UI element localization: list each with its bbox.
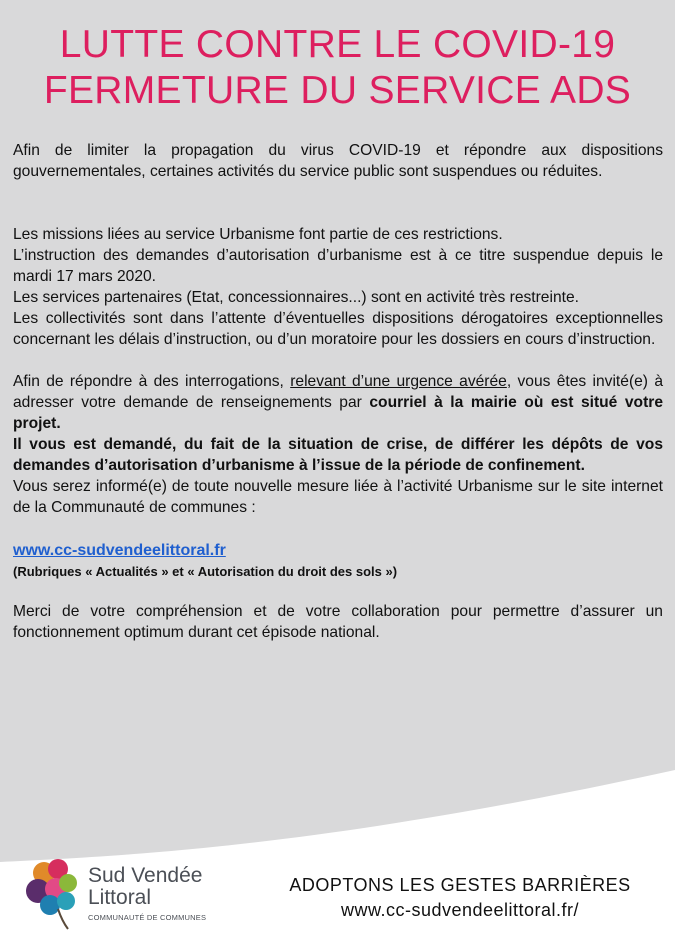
title-line-2: FERMETURE DU SERVICE ADS [43, 69, 632, 112]
rubriques-note: (Rubriques « Actualités » et « Autorisation du droit des sols ») [13, 564, 398, 579]
intro-paragraph: Afin de limiter la propagation du virus COVID-19 et répondre aux dispositions gouvernementales, certaines activités du service public sont suspendues ou réduites. [13, 142, 663, 180]
thanks-paragraph: Merci de votre compréhension et de votre collaboration pour permettre d’assurer un fonctionnement optimum durant cet épisode national. [13, 603, 663, 641]
restriction-paragraph-1: Les missions liées au service Urbanisme font partie de ces restrictions. [13, 226, 503, 243]
logo-name-line-2: Littoral [88, 886, 152, 909]
notice-body [13, 140, 663, 643]
title-line-1: LUTTE CONTRE LE COVID-19 [59, 23, 616, 66]
restriction-paragraph-3: Les services partenaires (Etat, concessionnaires...) sont en activité très restreinte. [13, 289, 579, 306]
footer-url[interactable]: www.cc-sudvendeelittoral.fr/ [340, 900, 580, 920]
slogan-text: ADOPTONS LES GESTES BARRIÈRES [289, 875, 631, 895]
urgency-underlined: relevant d’une urgence avérée [290, 373, 507, 390]
contact-text-2: , vous êtes invité(e) à adresser votre demande de renseignements par [13, 373, 663, 411]
restriction-paragraph-4: Les collectivités sont dans l’attente d’éventuelles dispositions dérogatoires exceptionnelles concernant les délais d’instruction, ou d’un moratoire pour les dossiers en cours d’instruction. [13, 310, 663, 348]
contact-text-1: Afin de répondre à des interrogations, [13, 373, 291, 390]
contact-bold: courriel à la mairie où est situé votre projet. [13, 394, 663, 432]
request-bold: Il vous est demandé, du fait de la situation de crise, de différer les dépôts de vos demandes d’autorisation d’urbanisme à l’issue de la période de confinement. [13, 436, 663, 474]
request-paragraph [13, 434, 663, 476]
logo-name-line-1: Sud Vendée [88, 864, 203, 887]
page-title [0, 22, 675, 114]
contact-paragraph [13, 371, 663, 434]
info-paragraph: Vous serez informé(e) de toute nouvelle mesure liée à l’activité Urbanisme sur le site internet de la Communauté de communes : [13, 478, 663, 516]
logo-subtitle: COMMUNAUTÉ DE COMMUNES [88, 913, 207, 922]
website-link[interactable]: www.cc-sudvendeelittoral.fr [13, 542, 226, 559]
restriction-paragraph-2: L’instruction des demandes d’autorisation d’urbanisme est à ce titre suspendue depuis le mardi 17 mars 2020. [13, 247, 663, 285]
footer-slogan-block [280, 873, 640, 923]
